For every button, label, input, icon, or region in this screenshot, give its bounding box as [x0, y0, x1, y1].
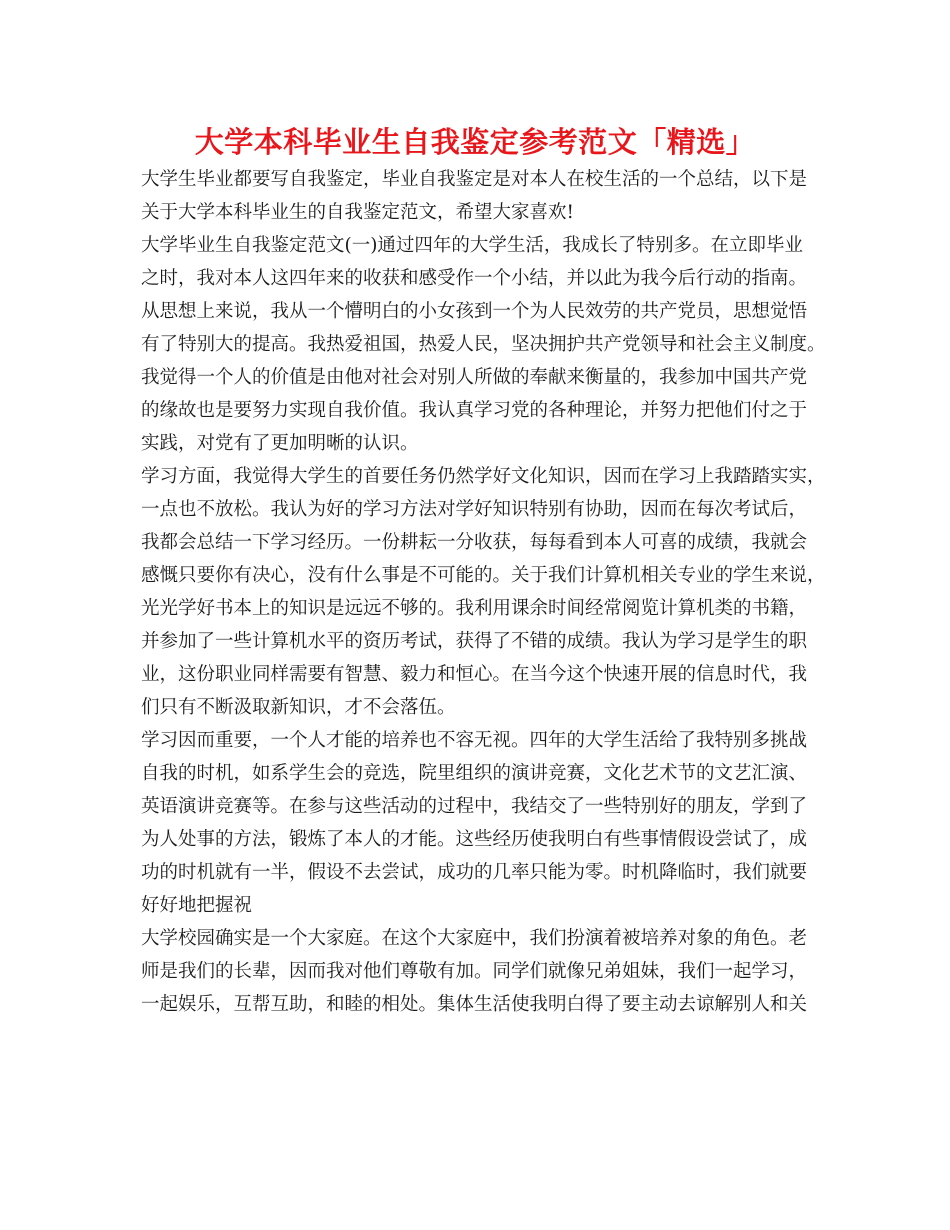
body-line: 们只有不断汲取新知识，才不会落伍。: [141, 697, 456, 718]
body-line: 我觉得一个人的价值是由他对社会对别人所做的奉献来衡量的，我参加中国共产党: [141, 367, 808, 388]
body-line: 学习方面，我觉得大学生的首要任务仍然学好文化知识，因而在学习上我踏踏实实，: [141, 466, 826, 487]
body-line: 功的时机就有一半，假设不去尝试，成功的几率只能为零。时机降临时，我们就要: [141, 862, 808, 883]
body-line: 感慨只要你有决心，没有什么事是不可能的。关于我们计算机相关专业的学生来说，: [141, 565, 826, 586]
body-line: 我都会总结一下学习经历。一份耕耘一分收获，每每看到本人可喜的成绩，我就会: [141, 532, 808, 553]
body-line: 英语演讲竞赛等。在参与这些活动的过程中，我结交了一些特别好的朋友，学到了: [141, 796, 808, 817]
document-title: 大学本科毕业生自我鉴定参考范文「精选」: [194, 125, 756, 159]
body-line: 从思想上来说，我从一个懵明白的小女孩到一个为人民效劳的共产党员，思想觉悟: [141, 301, 808, 322]
body-line: 大学校园确实是一个大家庭。在这个大家庭中，我们扮演着被培养对象的角色。老: [141, 928, 808, 949]
body-line: 之时，我对本人这四年来的收获和感受作一个小结，并以此为我今后行动的指南。: [141, 268, 808, 289]
body-line: 业，这份职业同样需要有智慧、毅力和恒心。在当今这个快速开展的信息时代，我: [141, 664, 808, 685]
body-line: 一点也不放松。我认为好的学习方法对学好知识特别有协助，因而在每次考试后，: [141, 499, 808, 520]
body-line: 有了特别大的提高。我热爱祖国，热爱人民，坚决拥护共产党领导和社会主义制度。: [141, 334, 826, 355]
body-line: 自我的时机，如系学生会的竞选，院里组织的演讲竞赛，文化艺术节的文艺汇演、: [141, 763, 808, 784]
body-line: 关于大学本科毕业生的自我鉴定范文，希望大家喜欢!: [141, 202, 574, 223]
body-line: 并参加了一些计算机水平的资历考试，获得了不错的成绩。我认为学习是学生的职: [141, 631, 808, 652]
body-line: 的缘故也是要努力实现自我价值。我认真学习党的各种理论，并努力把他们付之于: [141, 400, 808, 421]
body-line: 光光学好书本上的知识是远远不够的。我利用课余时间经常阅览计算机类的书籍，: [141, 598, 808, 619]
body-line: 一起娱乐，互帮互助，和睦的相处。集体生活使我明白得了要主动去谅解别人和关: [141, 994, 808, 1015]
body-line: 学习因而重要，一个人才能的培养也不容无视。四年的大学生活给了我特别多挑战: [141, 730, 808, 751]
body-line: 大学毕业生自我鉴定范文(一)通过四年的大学生活，我成长了特别多。在立即毕业: [141, 235, 803, 256]
body-line: 大学生毕业都要写自我鉴定，毕业自我鉴定是对本人在校生活的一个总结，以下是: [141, 169, 808, 190]
body-line: 好好地把握祝: [141, 895, 253, 916]
document-body: [141, 163, 826, 1021]
body-line: 为人处事的方法，锻炼了本人的才能。这些经历使我明白有些事情假设尝试了，成: [141, 829, 808, 850]
body-line: 师是我们的长辈，因而我对他们尊敬有加。同学们就像兄弟姐妹，我们一起学习，: [141, 961, 808, 982]
body-line: 实践，对党有了更加明晰的认识。: [141, 433, 419, 454]
